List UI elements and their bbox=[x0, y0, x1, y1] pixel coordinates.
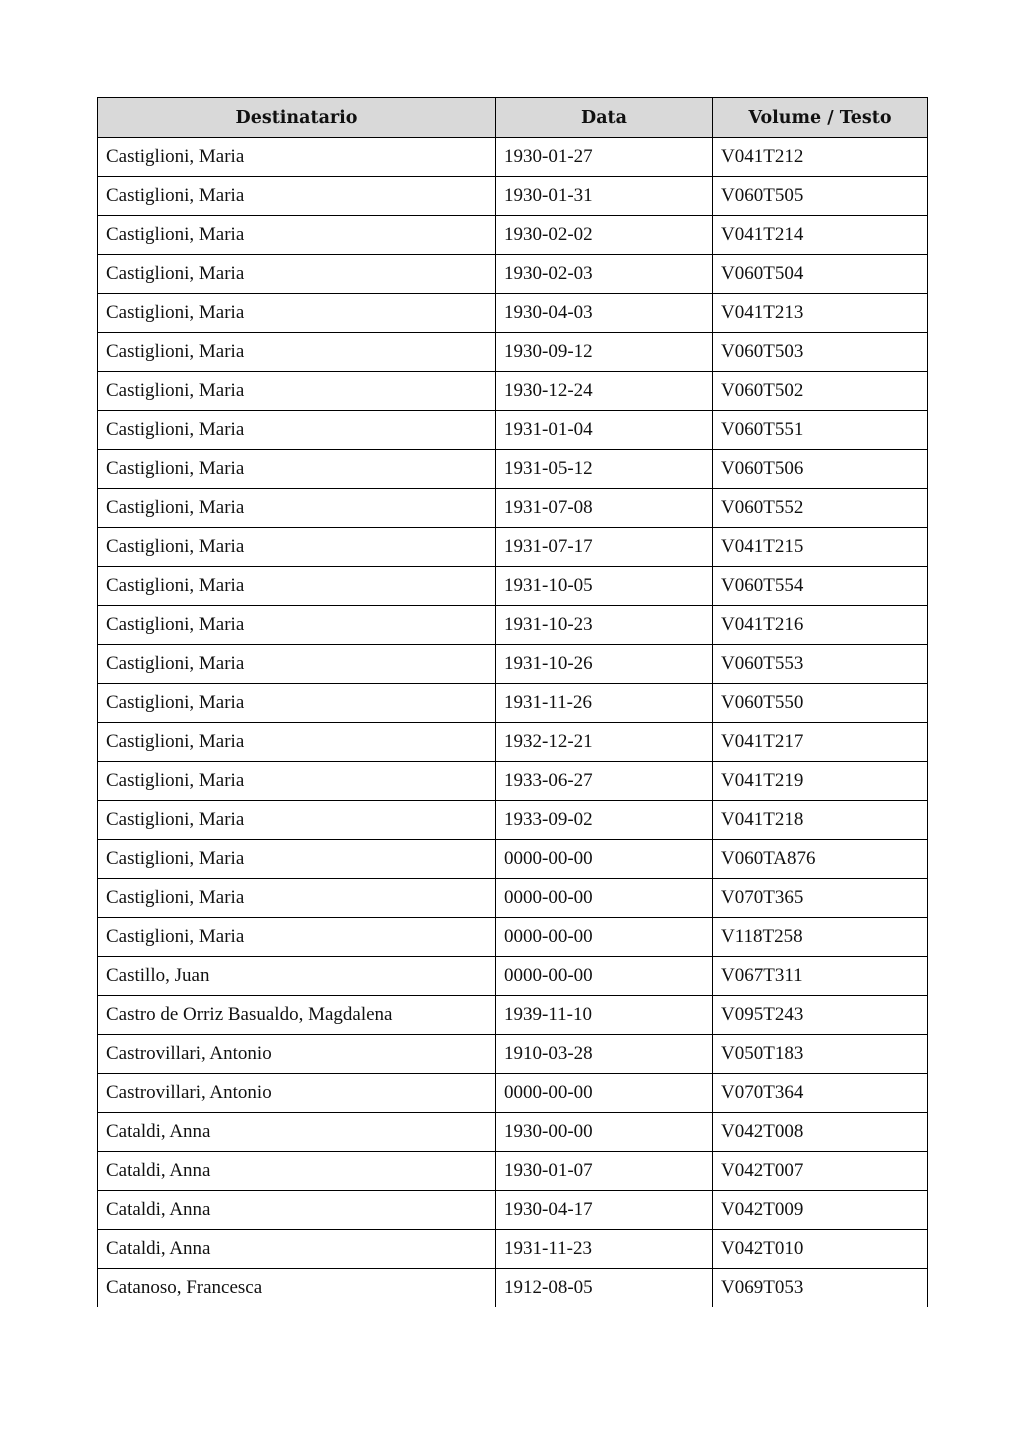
cell-volume: V041T216 bbox=[713, 606, 928, 645]
cell-volume: V069T053 bbox=[713, 1269, 928, 1308]
cell-volume: V042T010 bbox=[713, 1230, 928, 1269]
table-row bbox=[98, 1269, 928, 1308]
cell-volume: V041T219 bbox=[713, 762, 928, 801]
cell-recipient: Castiglioni, Maria bbox=[98, 177, 496, 216]
cell-volume: V060T504 bbox=[713, 255, 928, 294]
cell-date: 1932-12-21 bbox=[496, 723, 713, 762]
cell-volume: V070T365 bbox=[713, 879, 928, 918]
column-header-date: Data bbox=[496, 98, 713, 138]
cell-recipient: Castiglioni, Maria bbox=[98, 801, 496, 840]
cell-recipient: Cataldi, Anna bbox=[98, 1191, 496, 1230]
cell-date: 1930-00-00 bbox=[496, 1113, 713, 1152]
cell-recipient: Castiglioni, Maria bbox=[98, 216, 496, 255]
cell-recipient: Castiglioni, Maria bbox=[98, 645, 496, 684]
table-row bbox=[98, 450, 928, 489]
cell-date: 0000-00-00 bbox=[496, 957, 713, 996]
cell-recipient: Castiglioni, Maria bbox=[98, 411, 496, 450]
cell-volume: V060T551 bbox=[713, 411, 928, 450]
cell-volume: V041T214 bbox=[713, 216, 928, 255]
cell-date: 1931-07-17 bbox=[496, 528, 713, 567]
cell-date: 1930-01-31 bbox=[496, 177, 713, 216]
cell-volume: V060T503 bbox=[713, 333, 928, 372]
table-row bbox=[98, 1074, 928, 1113]
table-row bbox=[98, 762, 928, 801]
cell-recipient: Castiglioni, Maria bbox=[98, 723, 496, 762]
table-row bbox=[98, 489, 928, 528]
table-row bbox=[98, 1230, 928, 1269]
cell-recipient: Castiglioni, Maria bbox=[98, 762, 496, 801]
cell-date: 0000-00-00 bbox=[496, 879, 713, 918]
table-row bbox=[98, 801, 928, 840]
cell-date: 1930-01-27 bbox=[496, 138, 713, 177]
cell-volume: V050T183 bbox=[713, 1035, 928, 1074]
cell-recipient: Castro de Orriz Basualdo, Magdalena bbox=[98, 996, 496, 1035]
cell-date: 1931-10-23 bbox=[496, 606, 713, 645]
cell-date: 1930-04-17 bbox=[496, 1191, 713, 1230]
cell-volume: V042T008 bbox=[713, 1113, 928, 1152]
cell-volume: V118T258 bbox=[713, 918, 928, 957]
cell-volume: V042T007 bbox=[713, 1152, 928, 1191]
table-row bbox=[98, 372, 928, 411]
cell-date: 0000-00-00 bbox=[496, 1074, 713, 1113]
table-row bbox=[98, 567, 928, 606]
cell-volume: V060TA876 bbox=[713, 840, 928, 879]
cell-recipient: Castiglioni, Maria bbox=[98, 567, 496, 606]
table-row bbox=[98, 723, 928, 762]
cell-volume: V060T554 bbox=[713, 567, 928, 606]
table-row bbox=[98, 645, 928, 684]
table-row bbox=[98, 255, 928, 294]
cell-date: 1931-11-23 bbox=[496, 1230, 713, 1269]
cell-recipient: Catanoso, Francesca bbox=[98, 1269, 496, 1308]
cell-date: 1931-05-12 bbox=[496, 450, 713, 489]
cell-recipient: Castrovillari, Antonio bbox=[98, 1035, 496, 1074]
cell-recipient: Castiglioni, Maria bbox=[98, 255, 496, 294]
cell-recipient: Castiglioni, Maria bbox=[98, 138, 496, 177]
cell-volume: V041T212 bbox=[713, 138, 928, 177]
cell-date: 1931-10-05 bbox=[496, 567, 713, 606]
cell-recipient: Castiglioni, Maria bbox=[98, 918, 496, 957]
cell-date: 0000-00-00 bbox=[496, 918, 713, 957]
cell-recipient: Castiglioni, Maria bbox=[98, 840, 496, 879]
table-row bbox=[98, 957, 928, 996]
cell-volume: V067T311 bbox=[713, 957, 928, 996]
cell-volume: V042T009 bbox=[713, 1191, 928, 1230]
cell-date: 1930-01-07 bbox=[496, 1152, 713, 1191]
cell-recipient: Castiglioni, Maria bbox=[98, 450, 496, 489]
table-row bbox=[98, 528, 928, 567]
cell-date: 1930-09-12 bbox=[496, 333, 713, 372]
column-header-recipient: Destinatario bbox=[98, 98, 496, 138]
table-row bbox=[98, 684, 928, 723]
letters-index-table bbox=[97, 97, 928, 1307]
cell-volume: V041T213 bbox=[713, 294, 928, 333]
cell-recipient: Cataldi, Anna bbox=[98, 1230, 496, 1269]
cell-recipient: Castillo, Juan bbox=[98, 957, 496, 996]
cell-volume: V041T215 bbox=[713, 528, 928, 567]
cell-volume: V070T364 bbox=[713, 1074, 928, 1113]
cell-volume: V060T553 bbox=[713, 645, 928, 684]
cell-recipient: Cataldi, Anna bbox=[98, 1152, 496, 1191]
cell-date: 1912-08-05 bbox=[496, 1269, 713, 1308]
cell-volume: V041T217 bbox=[713, 723, 928, 762]
cell-volume: V060T550 bbox=[713, 684, 928, 723]
cell-recipient: Castrovillari, Antonio bbox=[98, 1074, 496, 1113]
cell-recipient: Cataldi, Anna bbox=[98, 1113, 496, 1152]
cell-volume: V060T502 bbox=[713, 372, 928, 411]
cell-volume: V060T552 bbox=[713, 489, 928, 528]
table-row bbox=[98, 333, 928, 372]
cell-date: 1910-03-28 bbox=[496, 1035, 713, 1074]
column-header-volume: Volume / Testo bbox=[713, 98, 928, 138]
table-row bbox=[98, 411, 928, 450]
cell-recipient: Castiglioni, Maria bbox=[98, 294, 496, 333]
cell-recipient: Castiglioni, Maria bbox=[98, 333, 496, 372]
table-row bbox=[98, 1191, 928, 1230]
cell-date: 1930-12-24 bbox=[496, 372, 713, 411]
cell-date: 0000-00-00 bbox=[496, 840, 713, 879]
cell-volume: V041T218 bbox=[713, 801, 928, 840]
cell-date: 1933-09-02 bbox=[496, 801, 713, 840]
cell-date: 1931-10-26 bbox=[496, 645, 713, 684]
cell-recipient: Castiglioni, Maria bbox=[98, 879, 496, 918]
table-row bbox=[98, 879, 928, 918]
cell-recipient: Castiglioni, Maria bbox=[98, 372, 496, 411]
table-row bbox=[98, 996, 928, 1035]
table-row bbox=[98, 1035, 928, 1074]
cell-date: 1931-01-04 bbox=[496, 411, 713, 450]
table-row bbox=[98, 177, 928, 216]
table-row bbox=[98, 1152, 928, 1191]
table-row bbox=[98, 918, 928, 957]
table-row bbox=[98, 216, 928, 255]
cell-date: 1933-06-27 bbox=[496, 762, 713, 801]
table-row bbox=[98, 840, 928, 879]
table-row bbox=[98, 606, 928, 645]
cell-recipient: Castiglioni, Maria bbox=[98, 489, 496, 528]
cell-date: 1931-11-26 bbox=[496, 684, 713, 723]
cell-recipient: Castiglioni, Maria bbox=[98, 606, 496, 645]
table-body bbox=[98, 138, 928, 1308]
cell-recipient: Castiglioni, Maria bbox=[98, 528, 496, 567]
cell-date: 1939-11-10 bbox=[496, 996, 713, 1035]
cell-date: 1930-02-03 bbox=[496, 255, 713, 294]
cell-volume: V060T505 bbox=[713, 177, 928, 216]
cell-date: 1931-07-08 bbox=[496, 489, 713, 528]
cell-recipient: Castiglioni, Maria bbox=[98, 684, 496, 723]
cell-date: 1930-02-02 bbox=[496, 216, 713, 255]
table-row bbox=[98, 294, 928, 333]
cell-volume: V060T506 bbox=[713, 450, 928, 489]
table-row bbox=[98, 138, 928, 177]
cell-date: 1930-04-03 bbox=[496, 294, 713, 333]
table-header-row bbox=[98, 98, 928, 138]
table-row bbox=[98, 1113, 928, 1152]
cell-volume: V095T243 bbox=[713, 996, 928, 1035]
